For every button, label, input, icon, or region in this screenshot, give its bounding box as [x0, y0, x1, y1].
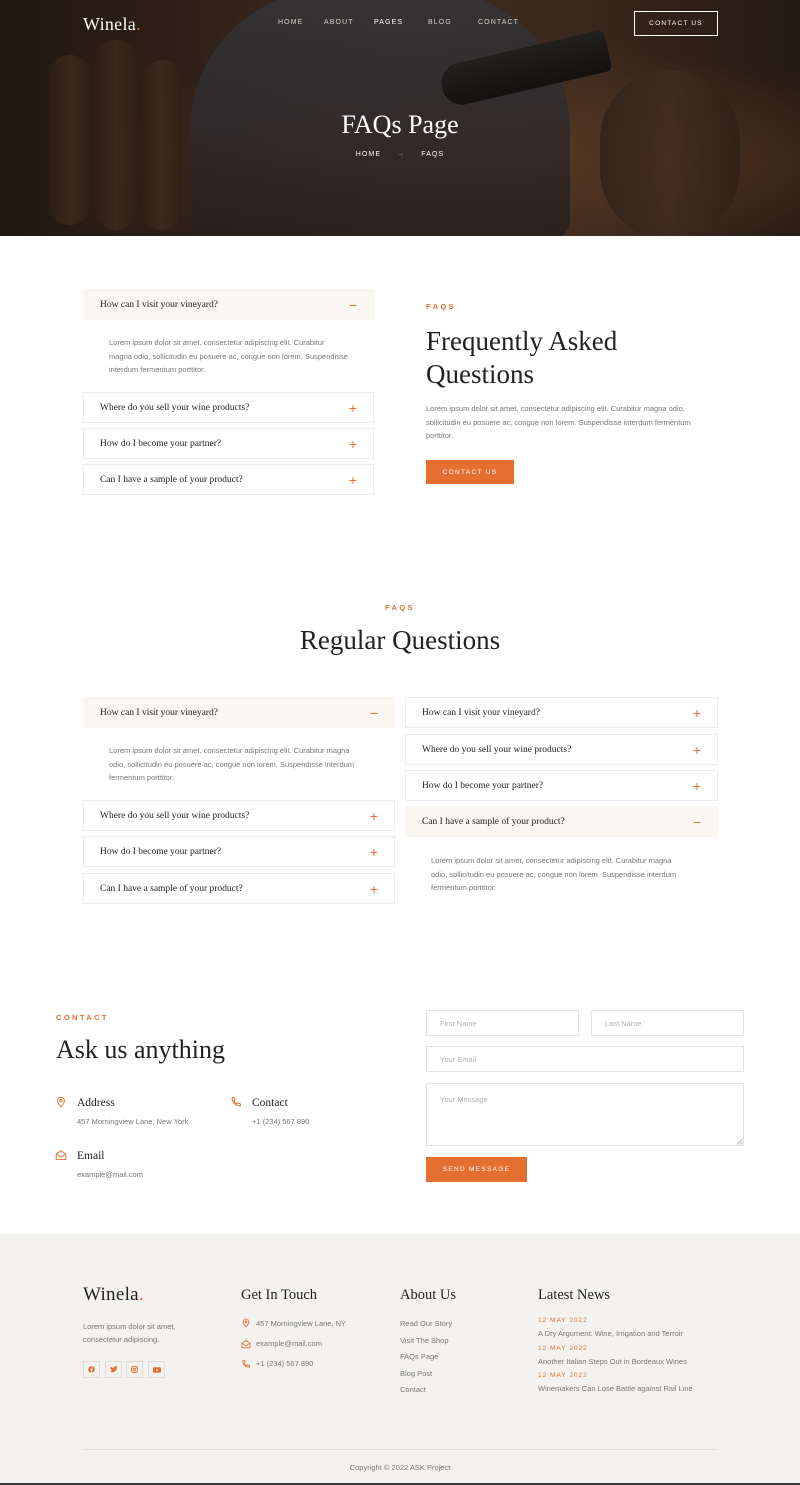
minus-icon: − [369, 704, 378, 721]
facebook-icon[interactable] [83, 1361, 100, 1378]
section-heading: Regular Questions [299, 625, 501, 655]
footer-heading-news: Latest News [538, 1287, 611, 1303]
envelope-icon [241, 1339, 251, 1349]
news-date: 12 MAY 2022 [538, 1317, 588, 1324]
location-icon [241, 1318, 251, 1328]
address-label: Address [77, 1097, 115, 1109]
plus-icon: + [369, 807, 378, 824]
faq-item[interactable]: How can I visit your vineyard? − [83, 289, 374, 320]
envelope-icon [55, 1149, 67, 1161]
plus-icon: + [692, 741, 701, 758]
nav-home[interactable]: HOME [278, 19, 304, 26]
resize-handle-icon[interactable] [736, 1138, 743, 1145]
plus-icon: + [369, 880, 378, 897]
minus-icon: − [348, 296, 357, 313]
footer-link[interactable]: FAQs Page [400, 1352, 439, 1361]
contact-us-button[interactable]: CONTACT US [426, 460, 514, 484]
header-contact-button[interactable]: CONTACT US [634, 11, 718, 36]
email-field[interactable]: Your Email [426, 1046, 744, 1072]
nav-about[interactable]: ABOUT [324, 19, 354, 26]
instagram-icon[interactable] [126, 1361, 143, 1378]
location-icon [55, 1096, 67, 1108]
footer-link[interactable]: Visit The Shop [400, 1336, 449, 1345]
footer-phone[interactable]: +1 (234) 567 890 [256, 1359, 314, 1368]
nav-blog[interactable]: BLOG [428, 19, 452, 26]
section-kicker: CONTACT [56, 1013, 109, 1022]
news-date: 12 MAY 2022 [538, 1372, 588, 1379]
faq-item[interactable]: How do I become your partner? + [405, 770, 718, 801]
youtube-icon[interactable] [148, 1361, 165, 1378]
footer-link[interactable]: Blog Post [400, 1369, 433, 1378]
faq-answer: Lorem ipsum dolor sit amet, consectetur adipiscing elit. Curabitur magna odio, sollicitudin eu posuere ac, congue non lorem. Suspendisse interdum fermentum porttitor. [431, 856, 677, 892]
faq-item[interactable]: How do I become your partner? + [83, 428, 374, 459]
news-title[interactable]: Winemakers Can Lose Battle against Rail Line [538, 1384, 693, 1393]
plus-icon: + [692, 777, 701, 794]
minus-icon: − [692, 813, 701, 830]
footer-heading-about: About Us [400, 1287, 456, 1303]
news-date: 12 MAY 2022 [538, 1345, 588, 1352]
footer-link[interactable]: Read Our Story [400, 1319, 453, 1328]
copyright: Copyright © 2022 ASK Project [349, 1463, 451, 1472]
faq-item[interactable]: Can I have a sample of your product? − [405, 806, 718, 837]
section-heading: Frequently Asked Questions [426, 326, 618, 389]
faq-item[interactable]: Can I have a sample of your product? + [83, 464, 374, 495]
faq-item[interactable]: How do I become your partner? + [83, 836, 395, 867]
faq-answer: Lorem ipsum dolor sit amet, consectetur adipiscing elit. Curabitur magna odio, sollicitudin eu posuere ac, congue non lorem. Suspendisse interdum fermentum porttitor. [109, 338, 348, 374]
breadcrumb-home[interactable]: HOME [355, 151, 382, 158]
news-title[interactable]: A Dry Argument: Wine, Irrigation and Terroir [538, 1329, 683, 1338]
faq-item[interactable]: How can I visit your vineyard? + [405, 697, 718, 728]
logo[interactable]: Winela. [83, 14, 141, 34]
plus-icon: + [348, 471, 357, 488]
phone-icon [230, 1096, 242, 1108]
phone-icon [241, 1359, 251, 1369]
section-kicker: FAQS [426, 302, 457, 311]
faq-item[interactable]: Where do you sell your wine products? + [83, 800, 395, 831]
first-name-field[interactable]: First Name [426, 1010, 579, 1036]
footer-heading-get-in-touch: Get In Touch [241, 1287, 318, 1303]
twitter-icon[interactable] [105, 1361, 122, 1378]
arrow-right-icon: → [397, 151, 406, 158]
faq-item[interactable]: Can I have a sample of your product? + [83, 873, 395, 904]
faq-answer: Lorem ipsum dolor sit amet, consectetur adipiscing elit. Curabitur magna odio, sollicitudin eu posuere ac, congue non lorem. Suspendisse interdum fermentum porttitor. [109, 746, 355, 782]
news-title[interactable]: Another Italian Steps Out in Bordeaux Wines [538, 1357, 687, 1366]
footer-logo[interactable]: Winela. [83, 1284, 144, 1305]
section-kicker: FAQS [384, 603, 416, 612]
breadcrumb [0, 151, 800, 158]
plus-icon: + [348, 435, 357, 452]
hero-section [0, 0, 800, 236]
last-name-field[interactable]: Last Name [591, 1010, 744, 1036]
section-heading: Ask us anything [56, 1035, 225, 1064]
send-message-button[interactable]: SEND MESSAGE [426, 1157, 527, 1182]
email-label: Email [77, 1150, 105, 1162]
nav-contact[interactable]: CONTACT [478, 19, 520, 26]
footer-divider [83, 1449, 717, 1450]
phone-value: +1 (234) 567 890 [252, 1117, 310, 1126]
plus-icon: + [369, 843, 378, 860]
footer-about-text: Lorem ipsum dolor sit amet, consectetur adipiscing. [83, 1322, 176, 1344]
faq-item[interactable]: Where do you sell your wine products? + [405, 734, 718, 765]
footer-link[interactable]: Contact [400, 1385, 426, 1394]
faq-item[interactable]: Where do you sell your wine products? + [83, 392, 374, 423]
email-value: example@mail.com [77, 1170, 143, 1179]
address-value: 457 Morningview Lane, New York [77, 1117, 189, 1126]
breadcrumb-current: FAQS [421, 151, 445, 158]
footer-address: 457 Morningview Lane, NY [256, 1319, 347, 1328]
faq-item[interactable]: How can I visit your vineyard? − [83, 697, 395, 728]
contact-label: Contact [252, 1097, 288, 1109]
plus-icon: + [692, 704, 701, 721]
footer-email[interactable]: example@mail.com [256, 1339, 322, 1348]
section-text: Lorem ipsum dolor sit amet, consectetur adipiscing elit. Curabitur magna odio, sollicitudin eu posuere ac, congue non lorem. Suspendisse interdum fermentum porttitor. [426, 404, 691, 440]
plus-icon: + [348, 399, 357, 416]
message-field[interactable]: Your Message [426, 1083, 744, 1146]
nav-pages[interactable]: PAGES [374, 19, 404, 26]
page-title: FAQs Page [341, 110, 459, 139]
